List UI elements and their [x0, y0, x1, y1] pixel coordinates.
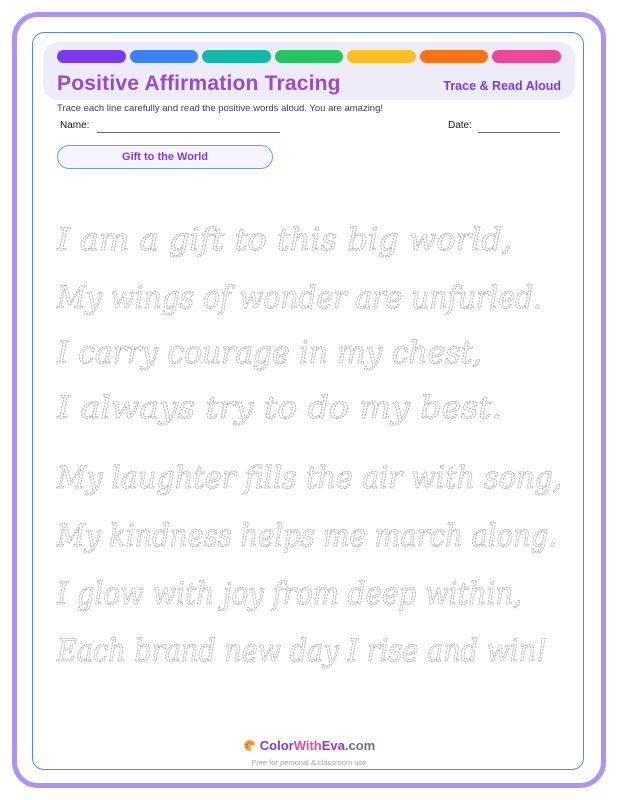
- brand-tld: .com: [344, 738, 376, 753]
- tracing-text: I always try to do my best.: [55, 390, 502, 426]
- tracing-text: My kindness helps me march along.: [56, 518, 557, 554]
- tracing-line-1: [55, 210, 600, 266]
- rainbow-segment: [347, 50, 416, 63]
- affirmation-title-label: Gift to the World: [122, 151, 208, 163]
- name-field[interactable]: [97, 122, 280, 133]
- tracing-line-2: [55, 268, 600, 324]
- palette-icon: [243, 739, 256, 752]
- tagline: Trace & Read Aloud: [443, 79, 561, 93]
- tracing-text: Each brand new day I rise and win!: [56, 633, 547, 669]
- tracing-text: I carry courage in my chest,: [56, 335, 483, 371]
- rainbow-segment: [420, 50, 489, 63]
- rainbow-segment: [275, 50, 344, 63]
- tracing-line-7: [55, 564, 600, 620]
- rainbow-segment: [202, 50, 271, 63]
- tracing-line-4: [55, 378, 600, 434]
- tracing-text: I glow with joy from deep within,: [56, 576, 523, 612]
- tracing-line-6: [55, 506, 600, 562]
- footer: [0, 738, 618, 767]
- tracing-line-8: [55, 621, 600, 677]
- rainbow-segment: [57, 50, 126, 63]
- tracing-text: My wings of wonder are unfurled.: [56, 280, 543, 316]
- brand-color: Color: [259, 738, 294, 753]
- brand-logo: [243, 738, 375, 753]
- fields-row: [0, 120, 618, 136]
- name-label: Name:: [60, 120, 90, 131]
- tracing-text: My laughter fills the air with song,: [56, 460, 563, 496]
- license-text: Free for personal & classroom use: [251, 758, 367, 767]
- date-field[interactable]: [478, 122, 560, 133]
- brand-eva: Eva: [321, 738, 345, 753]
- rainbow-segment: [130, 50, 199, 63]
- rainbow-bar: [57, 50, 561, 63]
- rainbow-segment: [492, 50, 561, 63]
- page-title: Positive Affirmation Tracing: [57, 72, 341, 95]
- header-panel: [43, 42, 575, 100]
- tracing-line-3: [55, 323, 600, 379]
- date-label: Date:: [448, 120, 472, 131]
- brand-with: With: [293, 738, 322, 753]
- instructions-text: Trace each line carefully and read the positive words aloud. You are amazing!: [57, 103, 384, 114]
- tracing-line-5: [55, 448, 600, 504]
- tracing-text: I am a gift to this big world,: [55, 222, 512, 258]
- affirmation-title-badge: [57, 145, 273, 169]
